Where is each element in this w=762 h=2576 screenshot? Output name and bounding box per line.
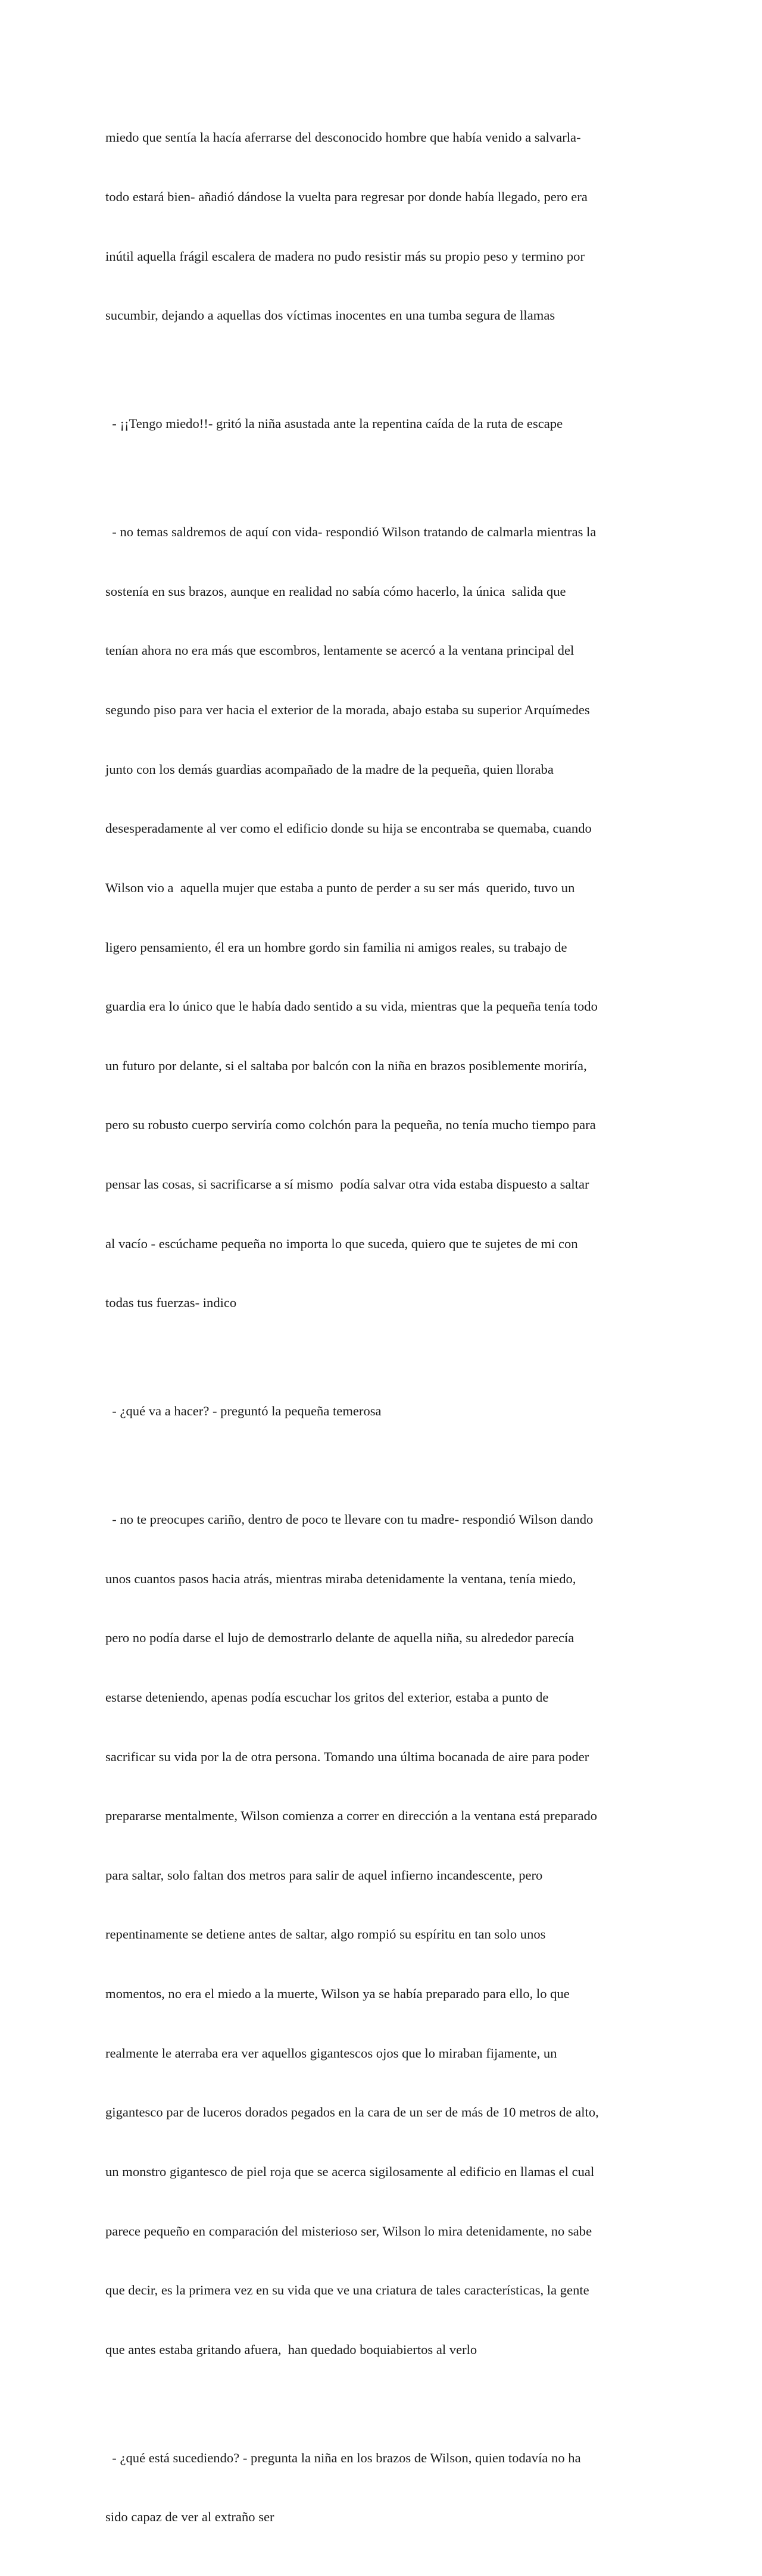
- text-line: - ¡¡Tengo miedo!!- gritó la niña asustada ante la repentina caída de la ruta de escape: [105, 416, 563, 432]
- text-line: que antes estaba gritando afuera, han quedado boquiabiertos al verlo: [105, 2341, 477, 2357]
- paragraph-4: [105, 1362, 653, 1461]
- body-text: [105, 88, 653, 2576]
- text-line: - no te preocupes cariño, dentro de poco te llevare con tu madre- respondió Wilson dando: [105, 1512, 594, 1527]
- text-line: prepararse mentalmente, Wilson comienza a correr en dirección a la ventana está preparado: [105, 1808, 598, 1824]
- text-line: tenían ahora no era más que escombros, lentamente se acercó a la ventana principal del: [105, 643, 574, 658]
- paragraph-2: [105, 374, 653, 473]
- text-line: gigantesco par de luceros dorados pegados en la cara de un ser de más de 10 metros de alto,: [105, 2105, 599, 2120]
- text-line: repentinamente se detiene antes de saltar, algo rompió su espíritu en tan solo unos: [105, 1927, 546, 1942]
- text-line: parece pequeño en comparación del misterioso ser, Wilson lo mira detenidamente, no sabe: [105, 2223, 592, 2239]
- text-line: para saltar, solo faltan dos metros para salir de aquel infierno incandescente, pero: [105, 1867, 543, 1883]
- text-line: sacrificar su vida por la de otra persona. Tomando una última bocanada de aire para poder: [105, 1749, 589, 1764]
- text-line: unos cuantos pasos hacia atrás, mientras miraba detenidamente la ventana, tenía miedo,: [105, 1571, 576, 1586]
- text-line: - ¿qué está sucediendo? - pregunta la niña en los brazos de Wilson, quien todavía no ha: [105, 2450, 581, 2465]
- text-line: sido capaz de ver al extraño ser: [105, 2509, 274, 2525]
- text-line: junto con los demás guardias acompañado de la madre de la pequeña, quien lloraba: [105, 761, 554, 777]
- text-line: - ¿qué va a hacer? - preguntó la pequeña temerosa: [105, 1403, 382, 1419]
- text-line: miedo que sentía la hacía aferrarse del desconocido hombre que había venido a salvarla-: [105, 130, 581, 145]
- paragraph-5: [105, 1470, 653, 2399]
- text-line: estarse deteniendo, apenas podía escuchar los gritos del exterior, estaba a punto de: [105, 1690, 549, 1705]
- text-line: inútil aquella frágil escalera de madera no pudo resistir más su propio peso y termino por: [105, 248, 585, 264]
- text-line: pensar las cosas, si sacrificarse a sí mismo podía salvar otra vida estaba dispuesto a saltar: [105, 1176, 589, 1192]
- paragraph-6: [105, 2408, 653, 2566]
- text-line: un monstro gigantesco de piel roja que se acerca sigilosamente al edificio en llamas el cual: [105, 2164, 595, 2179]
- text-line: realmente le aterraba era ver aquellos gigantescos ojos que lo miraban fijamente, un: [105, 2045, 557, 2061]
- text-line: segundo piso para ver hacia el exterior de la morada, abajo estaba su superior Arquímedes: [105, 702, 590, 718]
- text-line: Wilson vio a aquella mujer que estaba a punto de perder a su ser más querido, tuvo un: [105, 880, 575, 895]
- text-line: todas tus fuerzas- indico: [105, 1295, 237, 1311]
- text-line: momentos, no era el miedo a la muerte, Wilson ya se había preparado para ello, lo que: [105, 1986, 570, 2002]
- text-line: todo estará bien- añadió dándose la vuelta para regresar por donde había llegado, pero era: [105, 189, 588, 205]
- text-line: sostenía en sus brazos, aunque en realidad no sabía cómo hacerlo, la única salida que: [105, 583, 566, 599]
- text-line: un futuro por delante, si el saltaba por balcón con la niña en brazos posiblemente moriría,: [105, 1058, 587, 1073]
- text-line: guardia era lo único que le había dado sentido a su vida, mientras que la pequeña tenía todo: [105, 999, 598, 1014]
- text-line: pero no podía darse el lujo de demostrarlo delante de aquella niña, su alrededor parecía: [105, 1630, 574, 1646]
- text-line: pero su robusto cuerpo serviría como colchón para la pequeña, no tenía mucho tiempo para: [105, 1117, 596, 1133]
- text-line: que decir, es la primera vez en su vida que ve una criatura de tales características, la gente: [105, 2283, 589, 2298]
- paragraph-1: [105, 88, 653, 365]
- text-line: - no temas saldremos de aquí con vida- respondió Wilson tratando de calmarla mientras la: [105, 524, 597, 540]
- paragraph-3: [105, 483, 653, 1352]
- text-line: sucumbir, dejando a aquellas dos víctimas inocentes en una tumba segura de llamas: [105, 308, 555, 323]
- text-line: ligero pensamiento, él era un hombre gordo sin familia ni amigos reales, su trabajo de: [105, 939, 567, 955]
- text-line: al vacío - escúchame pequeña no importa lo que suceda, quiero que te sujetes de mi con: [105, 1236, 578, 1251]
- text-line: desesperadamente al ver como el edificio donde su hija se encontraba se quemaba, cuando: [105, 821, 592, 836]
